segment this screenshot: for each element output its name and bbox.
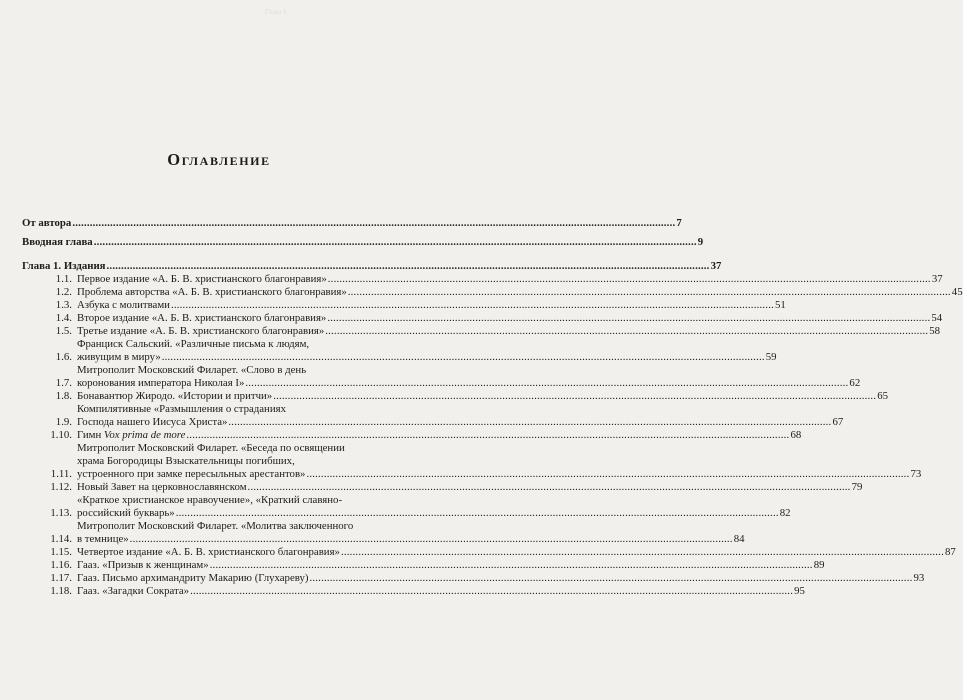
toc-entry-page: 65	[877, 390, 889, 402]
toc-entry-title: Вводная глава	[22, 236, 93, 248]
leader-dots	[248, 481, 851, 494]
toc-entry[interactable]	[22, 338, 777, 364]
toc-entry-page: 62	[849, 377, 861, 389]
toc-entry[interactable]	[22, 273, 943, 286]
toc-entry-page: 9	[697, 236, 704, 248]
leader-dots	[341, 546, 944, 559]
toc-entry-number: 1.18.	[50, 585, 72, 597]
toc-entry-title-line: Гааз. «Призыв к женщинам»	[77, 559, 209, 571]
toc-entry[interactable]	[22, 390, 889, 403]
toc-entry-number: 1.3.	[55, 299, 72, 311]
toc-entry-title-line: Третье издание «А. Б. В. христианского благонравия»	[77, 325, 325, 337]
toc-entry-list	[22, 273, 963, 598]
toc-entry[interactable]	[22, 572, 925, 585]
toc-entry[interactable]	[22, 442, 922, 481]
leader-dots	[130, 533, 733, 546]
toc-entry[interactable]	[22, 403, 844, 429]
toc-entry-page: 51	[775, 299, 786, 311]
toc-entry-title-line: в темнице»	[77, 533, 129, 545]
leader-dots	[171, 299, 774, 312]
toc-entry[interactable]	[22, 429, 802, 442]
toc-entry-title-line: храма Богородицы Взыскательницы погибших,	[77, 455, 295, 467]
toc-chapter-title: Глава 1. Издания	[22, 260, 106, 272]
toc-entry-title-line: Проблема авторства «А. Б. В. христианского благонравия»	[77, 286, 347, 298]
toc-entry-page: 84	[733, 533, 745, 545]
toc-entry[interactable]	[22, 364, 861, 390]
bleed-line	[265, 26, 435, 35]
leader-dots	[186, 429, 789, 442]
toc-entry-title-line: коронования императора Николая I»	[77, 377, 245, 389]
bleed-line	[265, 71, 435, 80]
toc-entry[interactable]	[22, 312, 943, 325]
toc-entry[interactable]	[22, 325, 941, 338]
leader-dots	[348, 286, 951, 299]
toc-entry-number: 1.6.	[55, 351, 72, 363]
toc-entry-title-line: Митрополит Московский Филарет. «Молитва заключенного	[77, 520, 354, 532]
toc-chapter-page: 37	[710, 260, 722, 272]
toc-entry-page: 59	[765, 351, 777, 363]
leader-dots	[162, 351, 765, 364]
toc-entry-title-line: российский букварь»	[77, 507, 175, 519]
toc-entry-title-line: Четвертое издание «А. Б. В. христианского благонравия»	[77, 546, 340, 558]
toc-entry-title-line: Митрополит Московский Филарет. «Беседа по освящении	[77, 442, 345, 454]
leader-dots	[245, 377, 848, 390]
toc-entry-title-line: «Краткое христианское нравоучение», «Краткий славяно-	[77, 494, 343, 506]
bleed-line	[265, 35, 435, 44]
toc-chapter-1[interactable]	[22, 260, 722, 273]
leader-dots	[190, 585, 793, 598]
leader-dots	[107, 260, 710, 273]
bleed-line	[265, 53, 435, 62]
toc-entry-page: 45	[951, 286, 963, 298]
toc-entry-number: 1.10.	[50, 429, 72, 441]
toc-entry-number: 1.14.	[50, 533, 72, 545]
toc-entry[interactable]	[22, 481, 863, 494]
toc-entry-title-line: Господа нашего Иисуса Христа»	[77, 416, 228, 428]
toc-entry-number: 1.15.	[50, 546, 72, 558]
toc-entry-number: 1.13.	[50, 507, 72, 519]
toc-entry-page: 79	[851, 481, 863, 493]
toc-entry-title-line: Гааз. Письмо архимандриту Макарию (Глухареву)	[77, 572, 309, 584]
toc-entry[interactable]	[22, 546, 956, 559]
toc-entry-number: 1.7.	[55, 377, 72, 389]
toc-entry-title: От автора	[22, 217, 72, 229]
table-of-contents	[22, 217, 963, 598]
toc-entry-page: 87	[944, 546, 956, 558]
toc-entry[interactable]	[22, 559, 825, 572]
leader-dots	[309, 572, 912, 585]
bleed-line	[265, 44, 435, 53]
toc-entry-page: 82	[779, 507, 791, 519]
leader-dots	[328, 273, 931, 286]
leader-dots	[228, 416, 831, 429]
bleed-through-text	[265, 8, 435, 80]
toc-entry-number: 1.8.	[55, 390, 72, 402]
toc-entry-title-line: Бонавантюр Жиродо. «Истории и притчи»	[77, 390, 273, 402]
bleed-line	[265, 62, 435, 71]
toc-entry-page: 54	[931, 312, 943, 324]
toc-entry-number: 1.16.	[50, 559, 72, 571]
toc-entry-page: 95	[794, 585, 805, 597]
toc-entry-number: 1.1.	[55, 273, 72, 285]
toc-entry-page: 68	[790, 429, 802, 441]
toc-entry-title-line: Первое издание «А. Б. В. христианского благонравия»	[77, 273, 327, 285]
toc-entry-title-line: Гимн Vox prima de more	[77, 429, 186, 441]
page-title: Оглавление	[167, 150, 271, 169]
toc-entry[interactable]	[22, 286, 963, 299]
toc-entry[interactable]	[22, 494, 791, 520]
leader-dots	[210, 559, 813, 572]
toc-entry[interactable]	[22, 585, 805, 598]
leader-dots	[176, 507, 779, 520]
toc-entry-title-line: Азбука с молитвами	[77, 299, 170, 311]
toc-entry-page: 37	[931, 273, 943, 285]
toc-entry-number: 1.12.	[50, 481, 72, 493]
toc-entry[interactable]	[22, 520, 745, 546]
toc-entry-page: 7	[676, 217, 682, 229]
leader-dots	[306, 468, 909, 481]
toc-entry-page: 58	[929, 325, 941, 337]
toc-entry-page: 73	[910, 468, 922, 480]
leader-dots	[325, 325, 928, 338]
toc-entry-author[interactable]	[22, 217, 682, 230]
toc-entry-page: 67	[832, 416, 844, 428]
toc-entry-title-line: Второе издание «А. Б. В. христианского благонравия»	[77, 312, 327, 324]
leader-dots	[94, 236, 697, 249]
leader-dots	[273, 390, 876, 403]
bleed-line: Глава 6	[265, 8, 287, 16]
toc-entry-title-line: Новый Завет на церковнославянском	[77, 481, 247, 493]
toc-entry-title-line: Гааз. «Загадки Сократа»	[77, 585, 190, 597]
toc-entry-number: 1.4.	[55, 312, 72, 324]
toc-entry-title-line: Компилятивные «Размышления о страданиях	[77, 403, 286, 415]
toc-entry-intro[interactable]	[22, 236, 704, 249]
toc-entry-number: 1.11.	[50, 468, 72, 480]
toc-entry-number: 1.17.	[50, 572, 72, 584]
toc-entry-page: 89	[813, 559, 825, 571]
leader-dots	[72, 217, 675, 230]
bleed-line	[265, 17, 435, 26]
toc-entry[interactable]	[22, 299, 786, 312]
leader-dots	[327, 312, 930, 325]
toc-entry-number: 1.2.	[55, 286, 72, 298]
toc-entry-number: 1.9.	[55, 416, 72, 428]
toc-entry-title-line: устроенного при замке пересыльных арестантов»	[77, 468, 306, 480]
toc-entry-title-line: Митрополит Московский Филарет. «Слово в день	[77, 364, 307, 376]
toc-entry-title-line: живущим в миру»	[77, 351, 161, 363]
toc-entry-title-line: Франциск Сальский. «Различные письма к людям,	[77, 338, 310, 350]
toc-entry-page: 93	[913, 572, 925, 584]
toc-entry-number: 1.5.	[55, 325, 72, 337]
